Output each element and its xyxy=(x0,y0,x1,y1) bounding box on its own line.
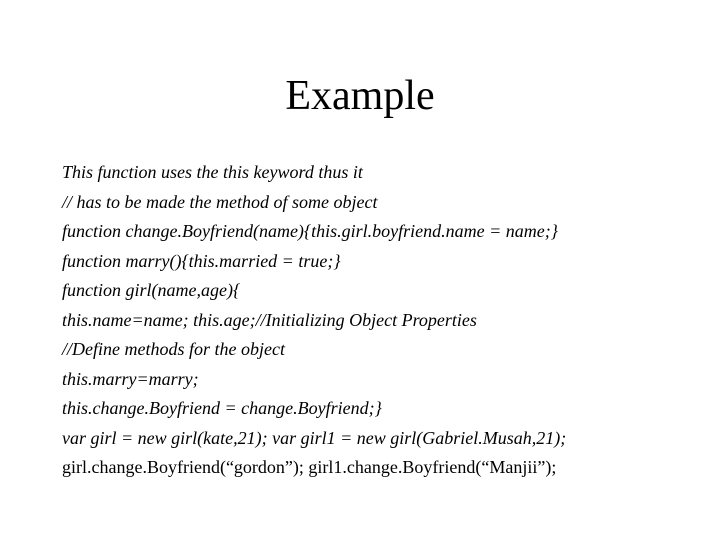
code-line: // has to be made the method of some object xyxy=(62,191,378,212)
code-line: girl.change.Boyfriend(“gordon”); girl1.change.Boyfriend(“Manjii”); xyxy=(62,457,557,477)
code-line: this.marry=marry; xyxy=(62,368,199,389)
code-line: function girl(name,age){ xyxy=(62,280,241,300)
code-line: this.change.Boyfriend = change.Boyfriend;} xyxy=(62,398,382,418)
code-line: this.name=name; this.age;//Initializing Object Properties xyxy=(62,309,477,330)
code-lines xyxy=(62,158,712,483)
slide-title: Example xyxy=(285,73,435,119)
code-line: function marry(){this.married = true;} xyxy=(62,250,341,271)
code-line: //Define methods for the object xyxy=(62,339,285,359)
code-line: This function uses the this keyword thus it xyxy=(62,162,363,182)
code-line: function change.Boyfriend(name){this.girl.boyfriend.name = name;} xyxy=(62,221,558,241)
code-line: var girl = new girl(kate,21); var girl1 = new girl(Gabriel.Musah,21); xyxy=(62,427,567,448)
